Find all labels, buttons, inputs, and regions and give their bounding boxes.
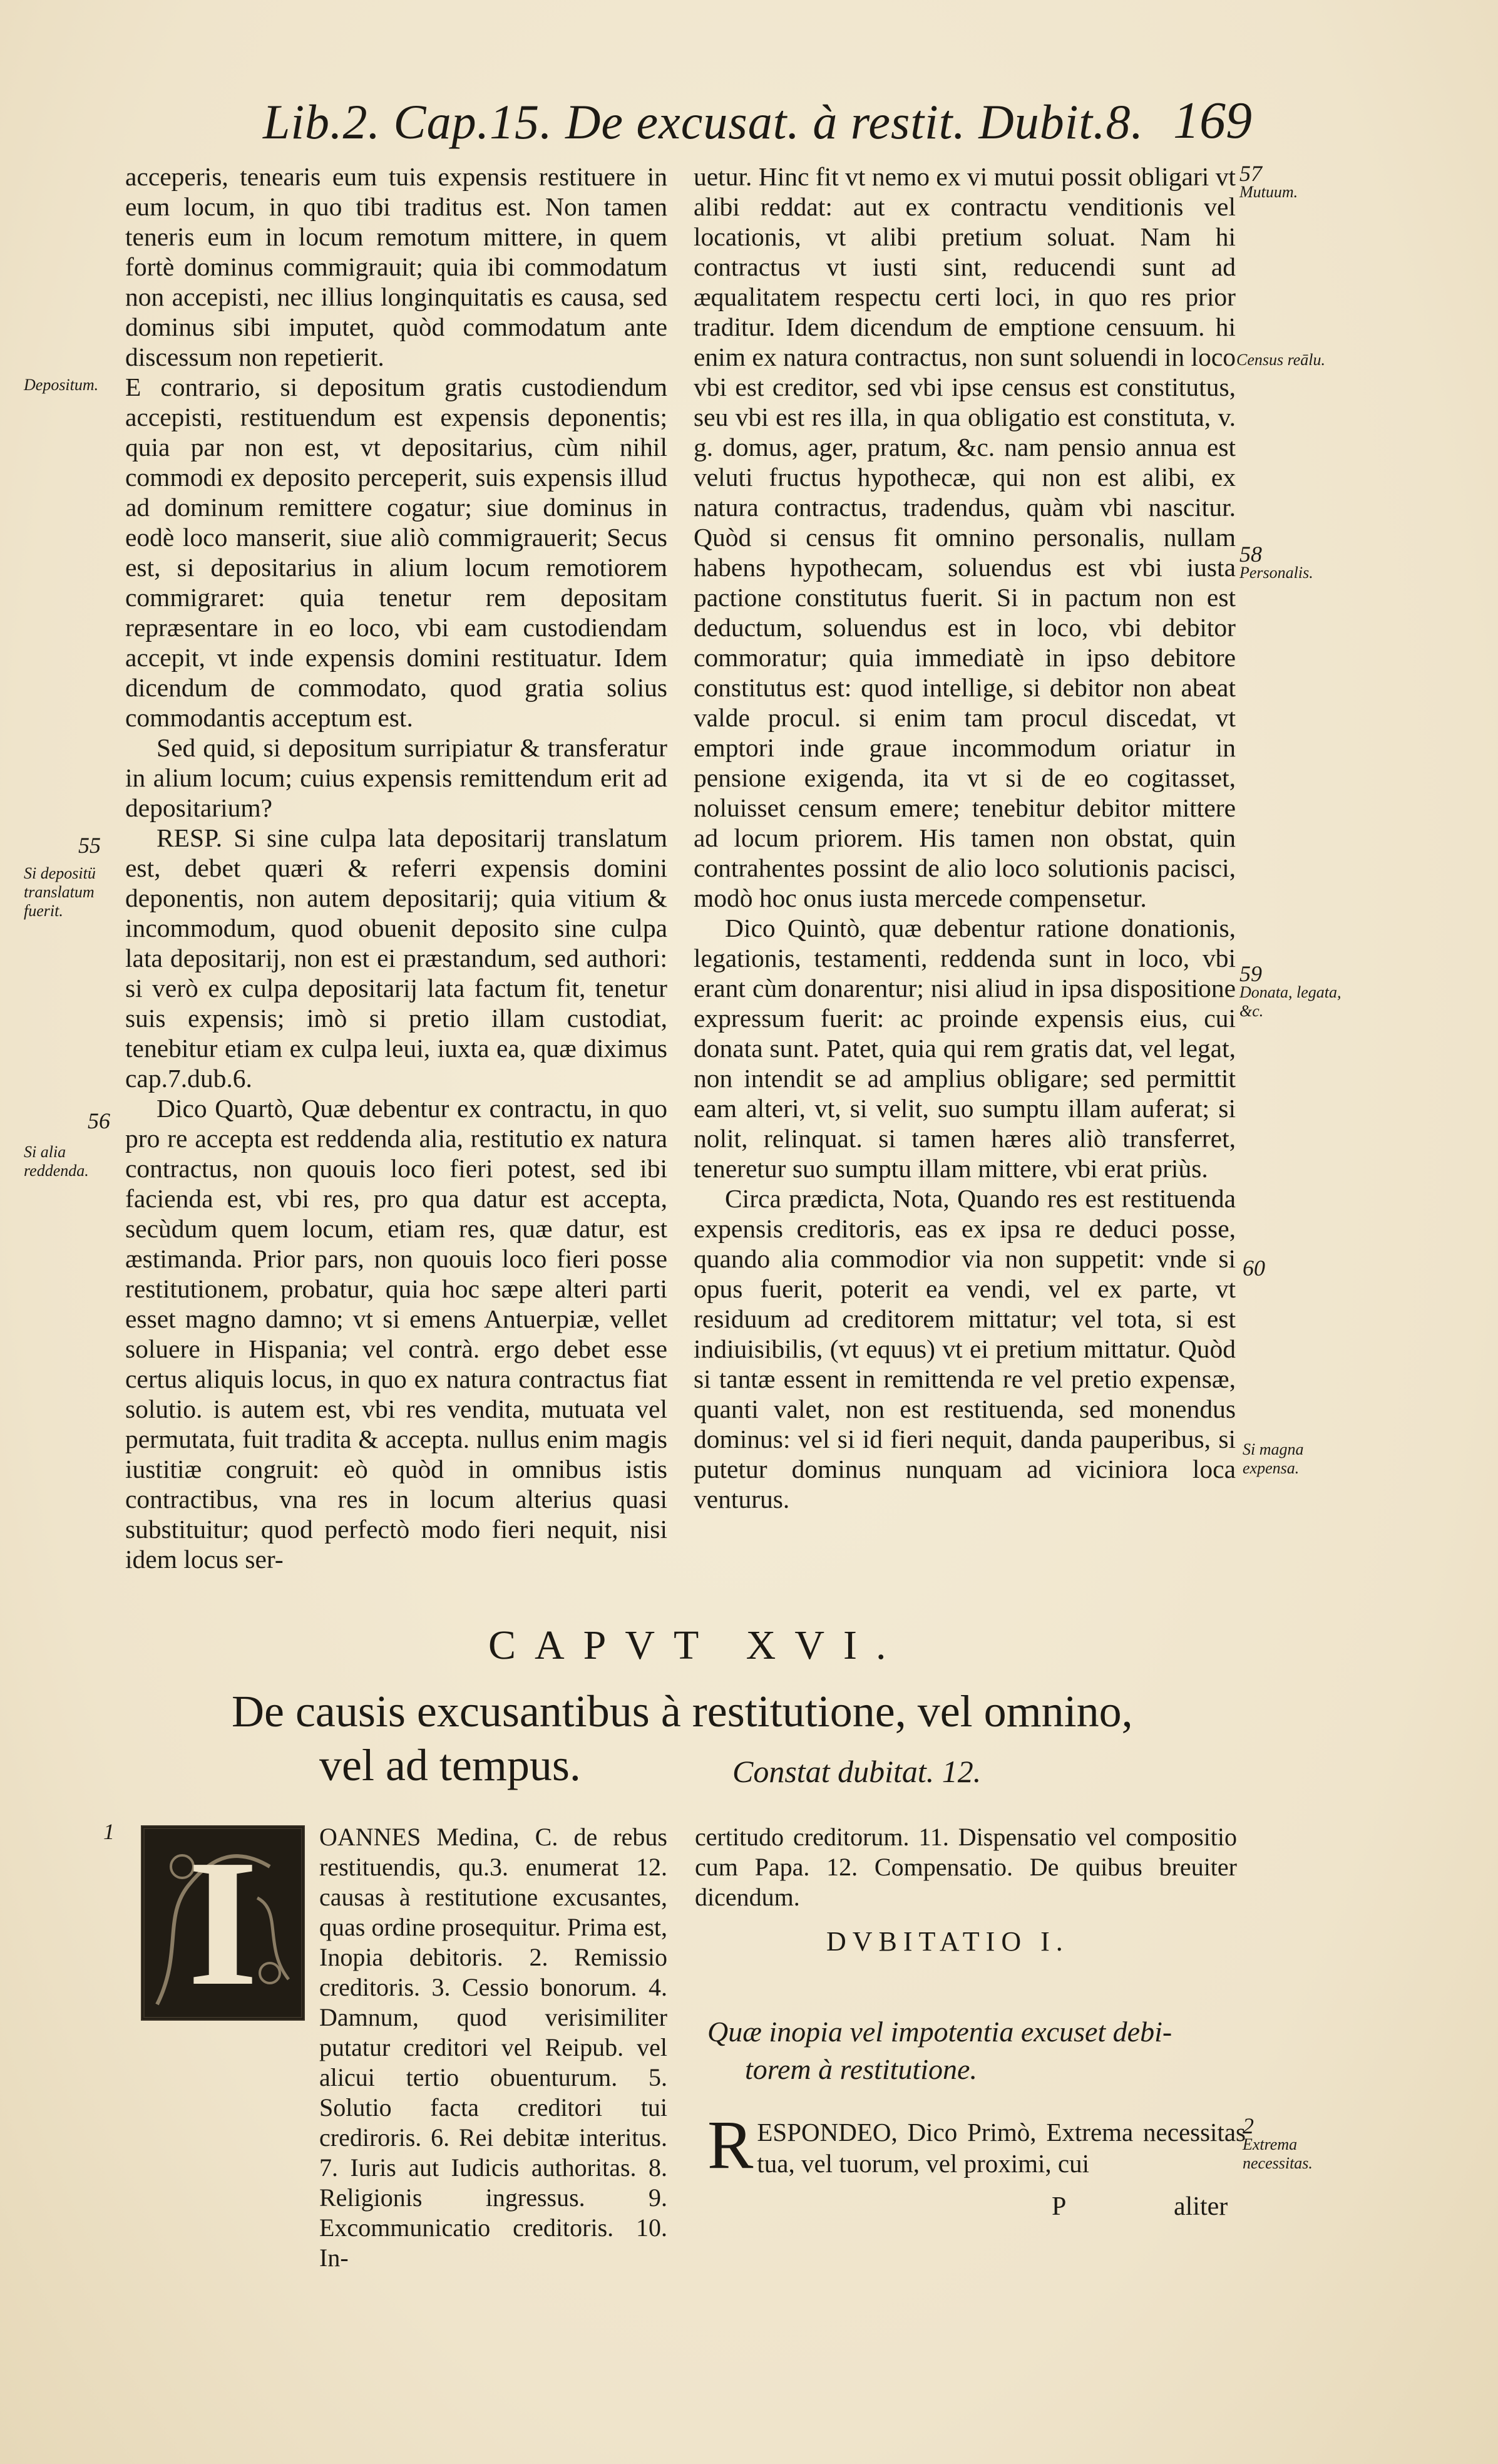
paragraph: RESP. Si sine culpa lata depositarij translatum est, debet quæri & referri expensis domini deponentis, non autem depositarij; quia vitium & incommodum, quod obuenit deposito sine culpa lata depositarij, non est ei præstandum, sed authori: si verò ex culpa depositarij lata factum fit, tenetur suis expensis; imò si pretio illam custodiat, tenebitur etiam ex culpa leui, iuxta ea, quæ diximus cap.7.dub.6. (125, 823, 667, 1093)
margin-note (1239, 961, 1346, 1021)
paragraph: Circa prædicta, Nota, Quando res est restituenda expensis creditoris, eas ex ipsa re deduci posse, quando alia commodior via non suppetit: vnde si opus fuerit, poterit ea vendi, vel ex parte, vt residuum ad creditorem mittatur; vel tota, si est indiuisibilis, (vt equus) vt ei pretium mittatur. Quòd si tantæ essent in remittenda re vel pretio expensæ, quanti valet, non est restituenda, sed monendus dominus: vel si id fieri nequit, danda pauperibus, si putetur dominus nunquam ad viciniora loca venturus. (694, 1184, 1236, 1513)
paragraph: E contrario, si depositum gratis custodiendum accepisti, restituendum est expensis deponentis; quia par non est, vt depositarius, cùm nihil commodi ex deposito perceperit, suis expensis illud ad dominum remittere cogatur; siue dominus in eodè loco manserit, siue aliò commigrauerit; Secus est, si depositarius in alium locum remotiorem commigraret: quia tenetur rem depositam repræsentare in eo loco, vbi eam custodiendam accepit, vt inde expensis domini restituatur. Idem dicendum de commodato, quod gratia solius commodantis acceptum est. (125, 373, 667, 732)
margin-label: Si depositü translatum fuerit. (24, 864, 96, 920)
margin-note (88, 1108, 131, 1133)
left-column (125, 162, 667, 1574)
page-number: 169 (1173, 91, 1252, 150)
margin-number: 56 (88, 1108, 110, 1133)
right-column (694, 162, 1236, 1514)
dubitatio-heading: DVBITATIO I. (826, 1926, 1069, 1957)
margin-number: 58 (1239, 542, 1262, 567)
margin-note (24, 376, 98, 394)
dubitatio-question (707, 2013, 1246, 2088)
response-text: ESPONDEO, Dico Primò, Extrema necessitas tua, vel tuorum, vel proximi, cui (757, 2118, 1246, 2178)
response-initial: R (707, 2106, 754, 2183)
subtitle-line: De causis excusantibus à restitutione, vel omnino, (232, 1686, 1133, 1736)
paragraph: certitudo creditorum. 11. Dispensatio vel compositio cum Papa. 12. Compensatio. De quibus breuiter dicendum. (695, 1823, 1237, 1911)
running-head: Lib.2. Cap.15. De excusat. à restit. Dubit.8. (263, 95, 1144, 149)
catchword: aliter (1174, 2192, 1228, 2221)
paragraph: Dico Quintò, quæ debentur ratione donationis, legationis, testamenti, reddenda sunt in loco, vbi erant cùm donarentur; nisi aliud in ipsa dispositione expressum fuerit: ac proinde expensis eius, cui donata sunt. Patet, quia qui rem gratis dat, vel legat, non intendit se ad amplius obligare; sed permittit eam alteri, vt, si velit, suo sumptu illam auferat; si nolit, relinquat. si tamen hæres aliò transferret, teneretur suo sumptu illam mittere, vbi erat priùs. (694, 914, 1236, 1183)
chapter-title: CAPVT XVI. (488, 1622, 905, 1668)
margin-label: Depositum. (24, 376, 99, 394)
signature-mark: P (1052, 2192, 1067, 2221)
margin-number: 57 (1239, 161, 1262, 186)
margin-label: Si alia reddenda. (24, 1143, 89, 1180)
margin-label: Extrema necessitas. (1243, 2135, 1313, 2172)
margin-number: 2 (1243, 2113, 1254, 2138)
constat-note: Constat dubitat. 12. (732, 1754, 982, 1789)
page-header (263, 91, 1252, 163)
margin-note (24, 1143, 118, 1180)
margin-note (103, 1819, 115, 1844)
margin-note (1239, 161, 1333, 202)
question-line: torem à restitutione. (745, 2053, 977, 2085)
initial-letter: I (187, 1822, 259, 2023)
margin-number: 1 (103, 1819, 115, 1844)
margin-note (1243, 1440, 1336, 1478)
margin-note (1239, 542, 1346, 582)
margin-note (1243, 1255, 1318, 1281)
margin-note (24, 864, 118, 920)
intro-right-column (695, 1822, 1237, 1912)
margin-number: 55 (78, 833, 101, 858)
question-line: Quæ inopia vel impotentia excuset debi- (707, 2016, 1172, 2048)
margin-number: 59 (1239, 961, 1262, 986)
decorated-initial (141, 1822, 305, 2023)
margin-note (1236, 351, 1330, 369)
paragraph: Sed quid, si depositum surripiatur & transferatur in alium locum; cuius expensis remittendum erit ad depositarium? (125, 733, 667, 822)
paragraph: OANNES Medina, C. de rebus restituendis, qu.3. enumerat 12. causas à restitutione excusantes, quas ordine prosequitur. Prima est, Inopia debitoris. 2. Remissio creditoris. 3. Cessio bonorum. 4. Damnum, quod verisimiliter putatur creditori vel Reipub. vel alicui tertio obuenturum. 5. Solutio facta creditori tui crediroris. 6. Rei debitæ interitus. 7. Iuris aut Iudicis authoritas. 8. Religionis ingressus. 9. Excommunicatio creditoris. 10. In- (319, 1823, 667, 2272)
margin-label: Donata, legata, &c. (1239, 983, 1342, 1020)
subtitle-line: vel ad tempus. (319, 1740, 581, 1790)
margin-note (1243, 2113, 1336, 2173)
margin-label: Census reālu. (1236, 351, 1326, 369)
paragraph: Dico Quartò, Quæ debentur ex contractu, in quo pro re accepta est reddenda alia, restitutio ex natura contractus, non quouis loco fieri potest, sed ibi facienda est, vbi res, pro qua datur est accepta, secùdum quem locum, etiam res, quæ datur, est æstimanda. Prior pars, non quouis loco fieri posse restitutionem, probatur, quia hoc sæpe alteri parti esset magno damno; vt si emens Antuerpiæ, vellet soluere in Hispania; vel contrà. ergo debet esse certus aliquis locus, in quo ex natura contractus fiat solutio. is autem est, vbi res vendita, mutuata vel permutata, fuit tradita & accepta. nullus enim magis iustitiæ congruit: eò quòd in omnibus istis contractibus, vna res in locum alterius quasi substituitur; quod perfectò modo fieri nequit, nisi idem locus ser- (125, 1094, 667, 1574)
response-paragraph (707, 2106, 1246, 2183)
margin-label: Personalis. (1239, 564, 1313, 582)
chapter-subtitle (232, 1684, 1171, 1792)
margin-number: 60 (1243, 1255, 1265, 1281)
margin-label: Mutuum. (1239, 183, 1298, 201)
paragraph: uetur. Hinc fit vt nemo ex vi mutui possit obligari vt alibi reddat: aut ex contractu venditionis vel locationis, vt alibi pretium soluat. Nam hi contractus vt iusti sint, reducendi sunt ad æqualitatem respectu certi loci, in quo res prior traditur. Idem dicendum de emptione censuum. hi enim ex natura contractus, non sunt soluendi in loco vbi est creditor, sed vbi ipse census est constitutus, seu vbi est res illa, in qua obligatio est constituta, v. g. domus, ager, pratum, &c. nam pensio annua est veluti fructus hypothecæ, qui non est alibi, ex natura contractus, tradendus, quàm vbi nascitur. Quòd si census fit omnino personalis, nullam habens hypothecam, soluendus est vbi iusta pactione constitutus fuerit. Si in pactum non est deductum, soluendus est in loco, vbi debitor commoratur; quia immediatè in ipso debitore constitutus est: quod intellige, si debitor non abeat valde procul. si enim tam procul discedat, vt emptori inde graue incommodum oriatur in pensione exigenda, ita vt si de eo cogitasset, noluisset censum emere; tenebitur debitor mittere ad locum priorem. His tamen non obstat, quin contrahentes possint de alio loco solutionis pacisci, modò hoc onus iusta mercede compensetur. (694, 162, 1236, 912)
paragraph: acceperis, tenearis eum tuis expensis restituere in eum locum, in quo tibi traditus est. Non tamen teneris eum in locum remotum mittere, in quem fortè dominus commigrauit; quia ibi commodatum non accepisti, nec illius longinquitatis es causa, sed dominus sibi imputet, quòd commodatum ante discessum non repetierit. (125, 162, 667, 371)
margin-label: Si magna expensa. (1243, 1440, 1304, 1477)
margin-note (78, 833, 122, 858)
